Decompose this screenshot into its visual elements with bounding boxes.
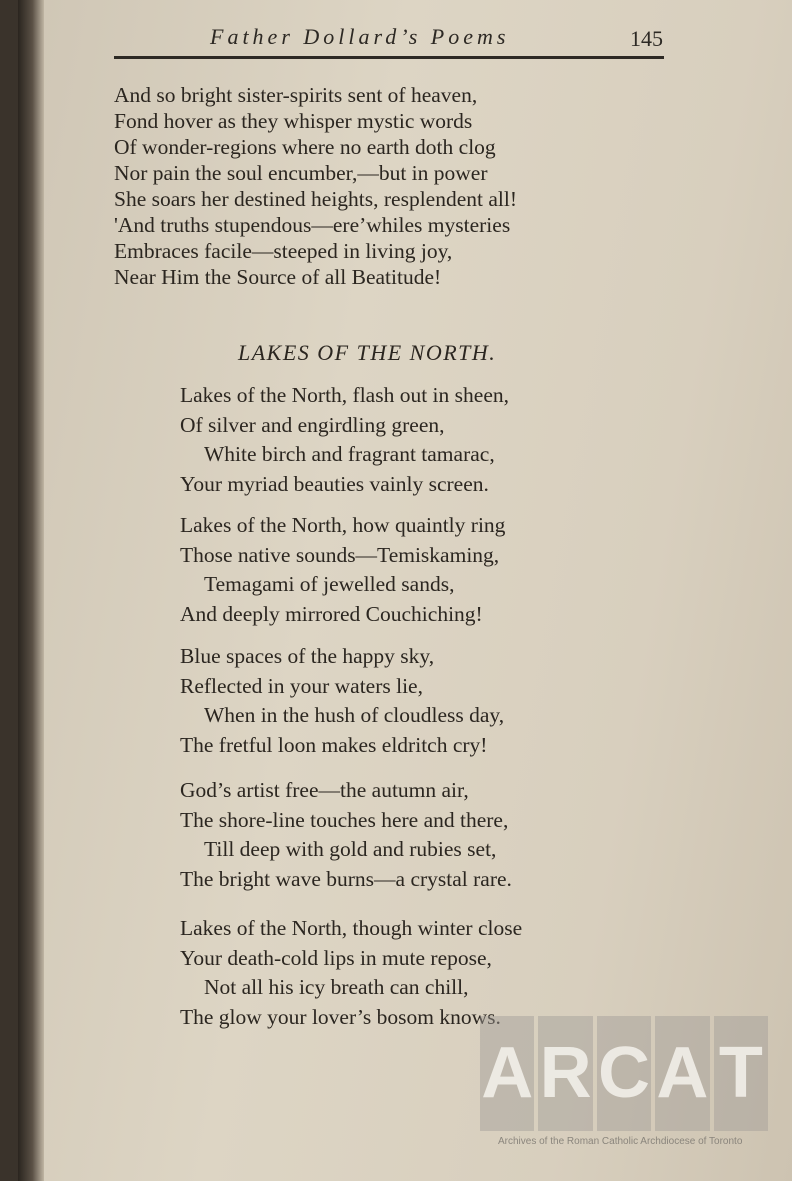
watermark-letter: C (597, 1016, 651, 1131)
stanza-line: Reflected in your waters lie, (180, 673, 423, 698)
stanza-line: God’s artist free—the autumn air, (180, 778, 469, 802)
stanza-line: The bright wave burns—a crystal rare. (180, 866, 512, 891)
watermark-caption: Archives of the Roman Catholic Archdiocese of Toronto (498, 1136, 743, 1147)
stanza-line: Till deep with gold and rubies set, (204, 837, 497, 861)
verse-line: And so bright sister-spirits sent of heaven, (114, 83, 478, 107)
stanza-line: White birch and fragrant tamarac, (204, 442, 495, 466)
watermark-logo (480, 1016, 772, 1131)
stanza-line: Not all his icy breath can chill, (204, 975, 469, 999)
verse-line: Fond hover as they whisper mystic words (114, 109, 473, 133)
stanza-line: Blue spaces of the happy sky, (180, 644, 435, 668)
stanza-1 (180, 381, 509, 499)
stanza-line: Lakes of the North, flash out in sheen, (180, 383, 509, 407)
stanza-5 (180, 914, 522, 1032)
stanza-line: Those native sounds—Temiskaming, (180, 542, 500, 567)
stanza-2 (180, 511, 505, 629)
stanza-4 (180, 776, 512, 894)
stanza-line: Of silver and engirdling green, (180, 412, 445, 437)
stanza-line: The fretful loon makes eldritch cry! (180, 732, 488, 757)
arcat-watermark (480, 1016, 772, 1146)
stanza-line: And deeply mirrored Couchiching! (180, 601, 483, 626)
verse-line: Near Him the Source of all Beatitude! (114, 265, 442, 289)
stanza-line: Temagami of jewelled sands, (204, 572, 455, 596)
book-page (18, 0, 792, 1181)
stanza-line: The glow your lover’s bosom knows. (180, 1004, 501, 1029)
book-spine-shadow (18, 0, 44, 1181)
verse-line: Nor pain the soul encumber,—but in power (114, 161, 488, 185)
verse-line: She soars her destined heights, resplendent all! (114, 187, 518, 211)
verse-line: 'And truths stupendous—ere’whiles mysteries (114, 213, 511, 237)
watermark-letter: A (655, 1016, 709, 1131)
running-header: Father Dollard’s Poems (210, 24, 510, 49)
stanza-line: Your myriad beauties vainly screen. (180, 471, 489, 496)
page-number: 145 (630, 26, 663, 51)
poem-title: LAKES OF THE NORTH. (238, 340, 497, 365)
verse-line: Of wonder-regions where no earth doth clog (114, 135, 496, 159)
stanza-3 (180, 642, 504, 760)
watermark-letter: T (714, 1016, 768, 1131)
stanza-line: Lakes of the North, how quaintly ring (180, 513, 506, 537)
stanza-line: Your death-cold lips in mute repose, (180, 945, 492, 970)
prose-verse-continuation (114, 82, 517, 290)
verse-line: Embraces facile—steeped in living joy, (114, 239, 453, 263)
stanza-line: The shore-line touches here and there, (180, 807, 509, 832)
watermark-letter: R (538, 1016, 592, 1131)
stanza-line: When in the hush of cloudless day, (204, 703, 505, 727)
header-rule (114, 56, 664, 59)
watermark-letter: A (480, 1016, 534, 1131)
stanza-line: Lakes of the North, though winter close (180, 916, 523, 940)
